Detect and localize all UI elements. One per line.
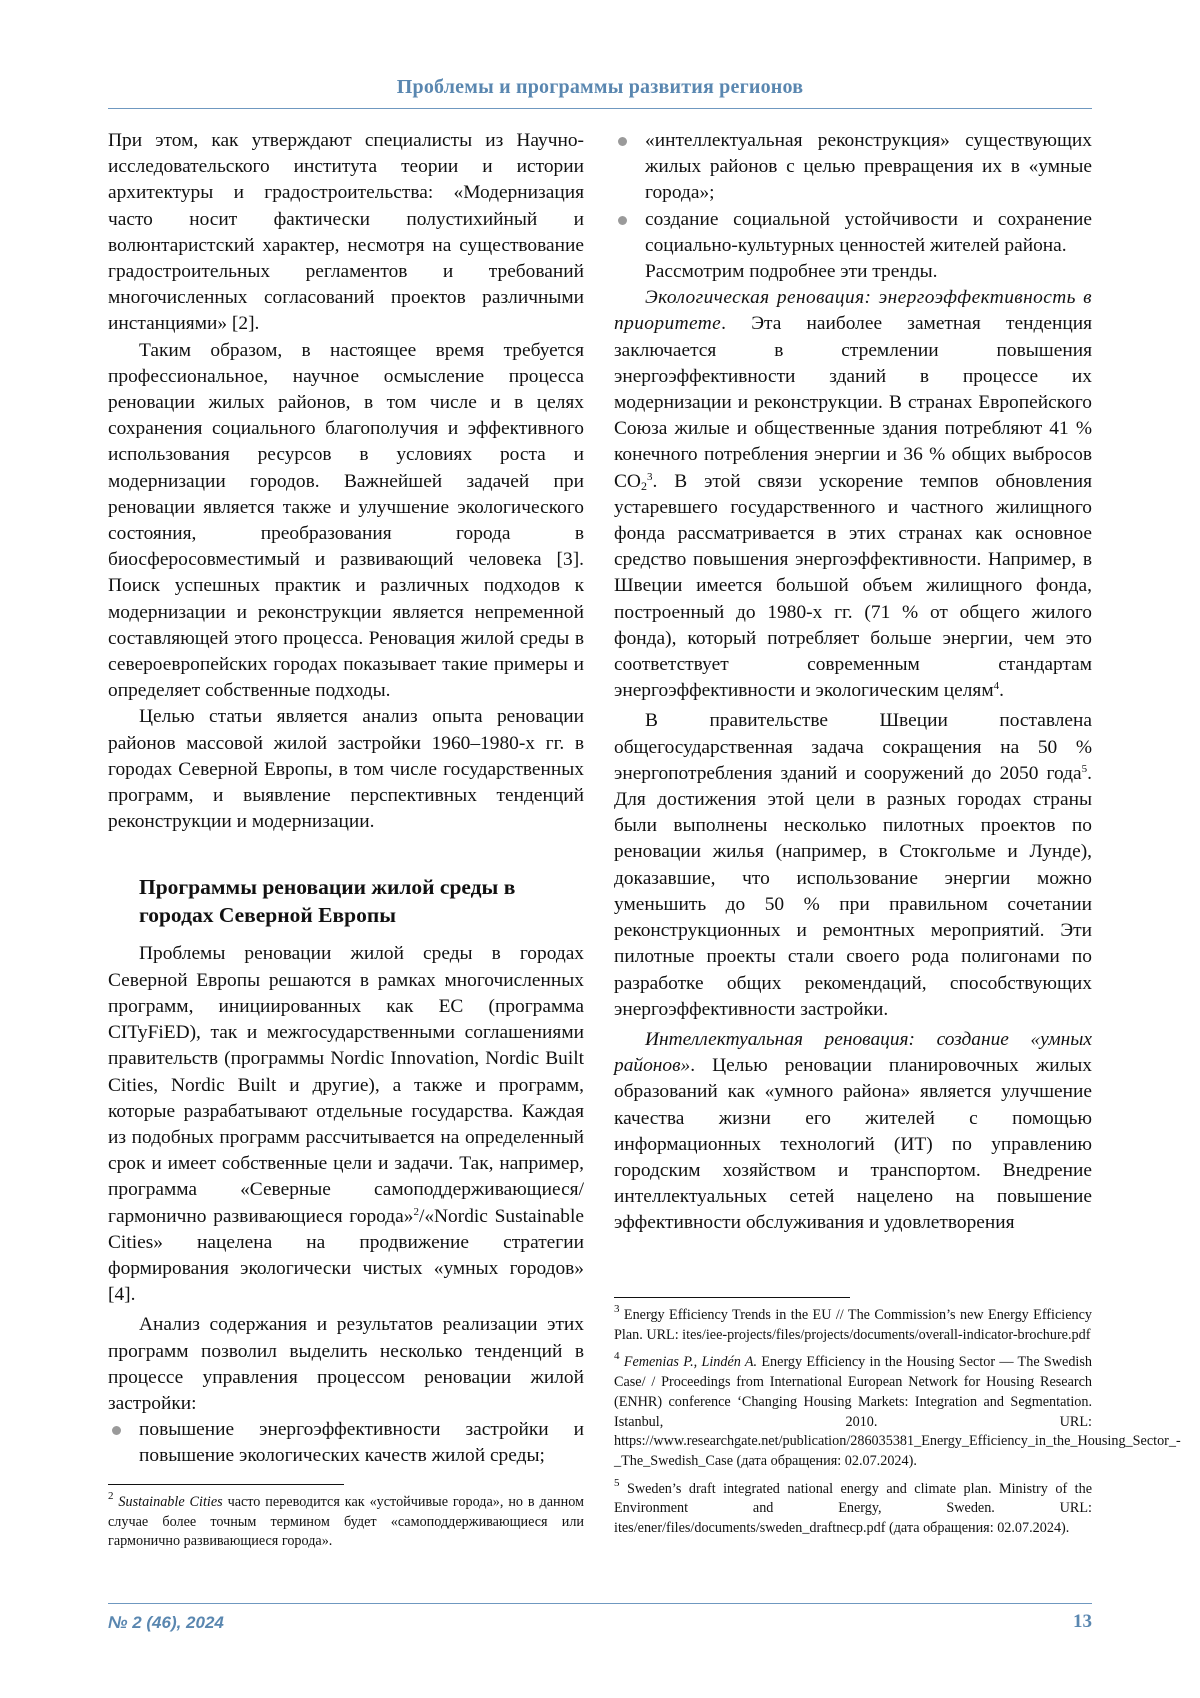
text-span: . Целью реновации планировочных жилых образований как «умного района» является улучшение качества жизни его жителей с помощью информационных технологий (ИТ) по управлению городским хозяйством и транспортом. Внедрение интеллектуальных сетей нацелено на повышение эффективности обслуживания и удовлетворения bbox=[614, 1055, 1092, 1234]
footnote-number: 3 bbox=[614, 1303, 620, 1315]
footnote-text: Energy Efficiency Trends in the EU // The Commission’s new Energy Efficiency Plan. URL: ites/iee-projects/files/projects/documents/overall-indicator-brochure.pdf bbox=[614, 1307, 1092, 1343]
list-item: повышение энергоэффективности застройки и повышение экологических качеств жилой среды; bbox=[108, 1417, 584, 1469]
list-item: «интеллектуальная реконструкция» существующих жилых районов с целью превращения их в «умные города»; bbox=[614, 128, 1092, 207]
footnote-divider bbox=[108, 1484, 344, 1485]
text-span: /«Nordic Sustainable Cities» нацелена на продвижение стратегии формирования экологически чистых «умных городов» [4]. bbox=[108, 1205, 584, 1306]
footnote-ref[interactable]: 3 bbox=[646, 470, 653, 483]
footnote bbox=[614, 1476, 1092, 1539]
footnote bbox=[108, 1490, 585, 1552]
footnote-number: 5 bbox=[614, 1476, 620, 1489]
footnote-ref[interactable]: 2 bbox=[413, 1205, 419, 1218]
bullet-list bbox=[614, 128, 1092, 259]
footnote-author: Femenias P., Lindén A. bbox=[623, 1354, 758, 1371]
footnote-text: Energy Efficiency in the Housing Sector — The Swedish Case/ / Proceedings from International European Network for Housing Research (ENHR) conference ‘Changing Housing Markets: Integration and Segmentation. Istanbul, 2010. URL: https://www.researchgate.net/publication/286035381_Energy_Efficiency_in_the_Housing_Sector_-_The_Swedish_Case (дата обращения: 02.07.2024). bbox=[614, 1354, 1181, 1469]
paragraph: Рассмотрим подробнее эти тренды. bbox=[645, 261, 938, 283]
text-span: . В этой связи ускорение темпов обновления устаревшего государственного и частного жилищного фонда рассматривается в этих странах как основное средство повышения энергоэффективности. Например, в Швеции имеется большой объем жилищного фонда, построенный до 1980-х гг. (71 % от общего жилого фонда), который потребляет больше энергии, чем это соответствует современным стандартам энергоэффективности и экологическим целям bbox=[614, 470, 1092, 702]
paragraph bbox=[614, 708, 1092, 1022]
footnote-text: Sweden’s draft integrated national energy and climate plan. Ministry of the Environment and Energy, Sweden. URL: ites/ener/files/documents/sweden_draftnecp.pdf (дата обращения: 02.07.2024). bbox=[614, 1480, 1092, 1537]
paragraph: Анализ содержания и результатов реализации этих программ позволил выделить несколько тенденций в процессе управления процессом реновации жилой застройки: bbox=[108, 1314, 584, 1414]
paragraph: Целью статьи является анализ опыта реновации районов массовой жилой застройки 1960–1980-х гг. в городах Северной Европы, в том числе государственных программ, и выявление перспективных тенденций реконструкции и модернизации. bbox=[108, 706, 584, 833]
list-item: создание социальной устойчивости и сохранение социально-культурных ценностей жителей района. bbox=[614, 207, 1092, 259]
subheading-italic: Экологическая реновация: энергоэффективность в приоритете bbox=[614, 287, 1092, 335]
footnote-term: Sustainable Cities bbox=[118, 1494, 223, 1510]
right-column bbox=[614, 128, 1092, 1237]
paragraph bbox=[614, 1027, 1092, 1237]
text-span: . Для достижения этой цели в разных городах страны были выполнены несколько пилотных проектов по реновации жилья (например, в Стокгольме и Лунде), доказавшие, что использование энергии можно уменьшить до 50 % при правильном сочетании реконструкционных и ремонтных мероприятий. Эти пилотные проекты стали своего рода полигонами по разработке общих рекомендаций, способствующих энергоэффективности застройки. bbox=[614, 762, 1092, 1020]
header-divider bbox=[108, 108, 1092, 109]
text-span: Проблемы реновации жилой среды в городах Северной Европы решаются в рамках многочисленных программ, инициированных как ЕС (программа CITyFiED), так и межгосударственными соглашениями правительств (программы Nordic Innovation, Nordic Built Cities, Nordic Built и другие), а также и программ, которые разрабатывают отдельные государства. Каждая из подобных программ рассчитывается на определенный срок и имеет собственные цели и задачи. Так, например, программа «Северные самоподдерживающиеся/гармонично развивающиеся города» bbox=[108, 943, 584, 1227]
footer-divider bbox=[108, 1603, 1092, 1604]
journal-issue: № 2 (46), 2024 bbox=[108, 1613, 224, 1632]
bullet-list bbox=[108, 1417, 584, 1469]
section-heading: Программы реновации жилой среды в городах Северной Европы bbox=[139, 875, 516, 928]
paragraph bbox=[614, 285, 1092, 704]
text-span: В правительстве Швеции поставлена общегосударственная задача сокращения на 50 % энергопотребления зданий и сооружений до 2050 года bbox=[614, 710, 1092, 784]
running-header-title: Проблемы и программы развития регионов bbox=[396, 76, 804, 98]
text-span: . Эта наиболее заметная тенденция заключается в стремлении повышения энергоэффективности зданий в процессе их модернизации и реконструкции. В странах Европейского Союза жилые и общественные здания потребляют 41 % конечного потребления энергии и 36 % общих выбросов CO bbox=[614, 313, 1092, 492]
footnote bbox=[614, 1303, 1092, 1345]
paragraph: Таким образом, в настоящее время требуется профессиональное, научное осмысление процесса реновации жилых районов, в том числе и в целях сохранения социального благополучия и эффективного использования ресурсов в условиях роста и модернизации городов. Важнейшей задачей при реновации является также и улучшение экологического состояния, преобразования города в биосферосовместимый и развивающий человека [3]. Поиск успешных практик и различных подходов к модернизации и реконструкции является непременной составляющей этого процесса. Реновация жилой среды в североевропейских городах показывает такие примеры и определяет собственные подходы. bbox=[108, 339, 584, 702]
footnote bbox=[614, 1350, 1181, 1471]
paragraph bbox=[108, 941, 584, 1308]
footnotes-right bbox=[614, 1297, 1181, 1547]
page-number: 13 bbox=[1073, 1611, 1092, 1632]
footnote-number: 4 bbox=[614, 1350, 620, 1363]
footnote-number: 2 bbox=[108, 1490, 114, 1502]
footnote-divider bbox=[614, 1297, 850, 1298]
subheading-italic: Интеллектуальная реновация: создание «умных районов» bbox=[614, 1028, 1092, 1077]
footnote-ref[interactable]: 5 bbox=[1081, 762, 1088, 775]
subscript: 2 bbox=[640, 478, 647, 493]
footnotes-left bbox=[108, 1484, 584, 1560]
left-column bbox=[108, 128, 584, 1470]
paragraph: При этом, как утверждают специалисты из Научно-исследовательского института теории и истории архитектуры и градостроительства: «Модернизация часто носит фактически полустихийный и волюнтаристский характер, несмотря на существование градостроительных регламентов и требований многочисленных согласований проектов различными инстанциями» [2]. bbox=[108, 130, 584, 335]
footnote-ref[interactable]: 4 bbox=[993, 680, 1000, 693]
text-span: . bbox=[999, 680, 1004, 702]
footnote-text: часто переводится как «устойчивые города», но в данном случае более точным термином будет «самоподдерживающиеся или гармонично развивающиеся города». bbox=[108, 1494, 585, 1550]
